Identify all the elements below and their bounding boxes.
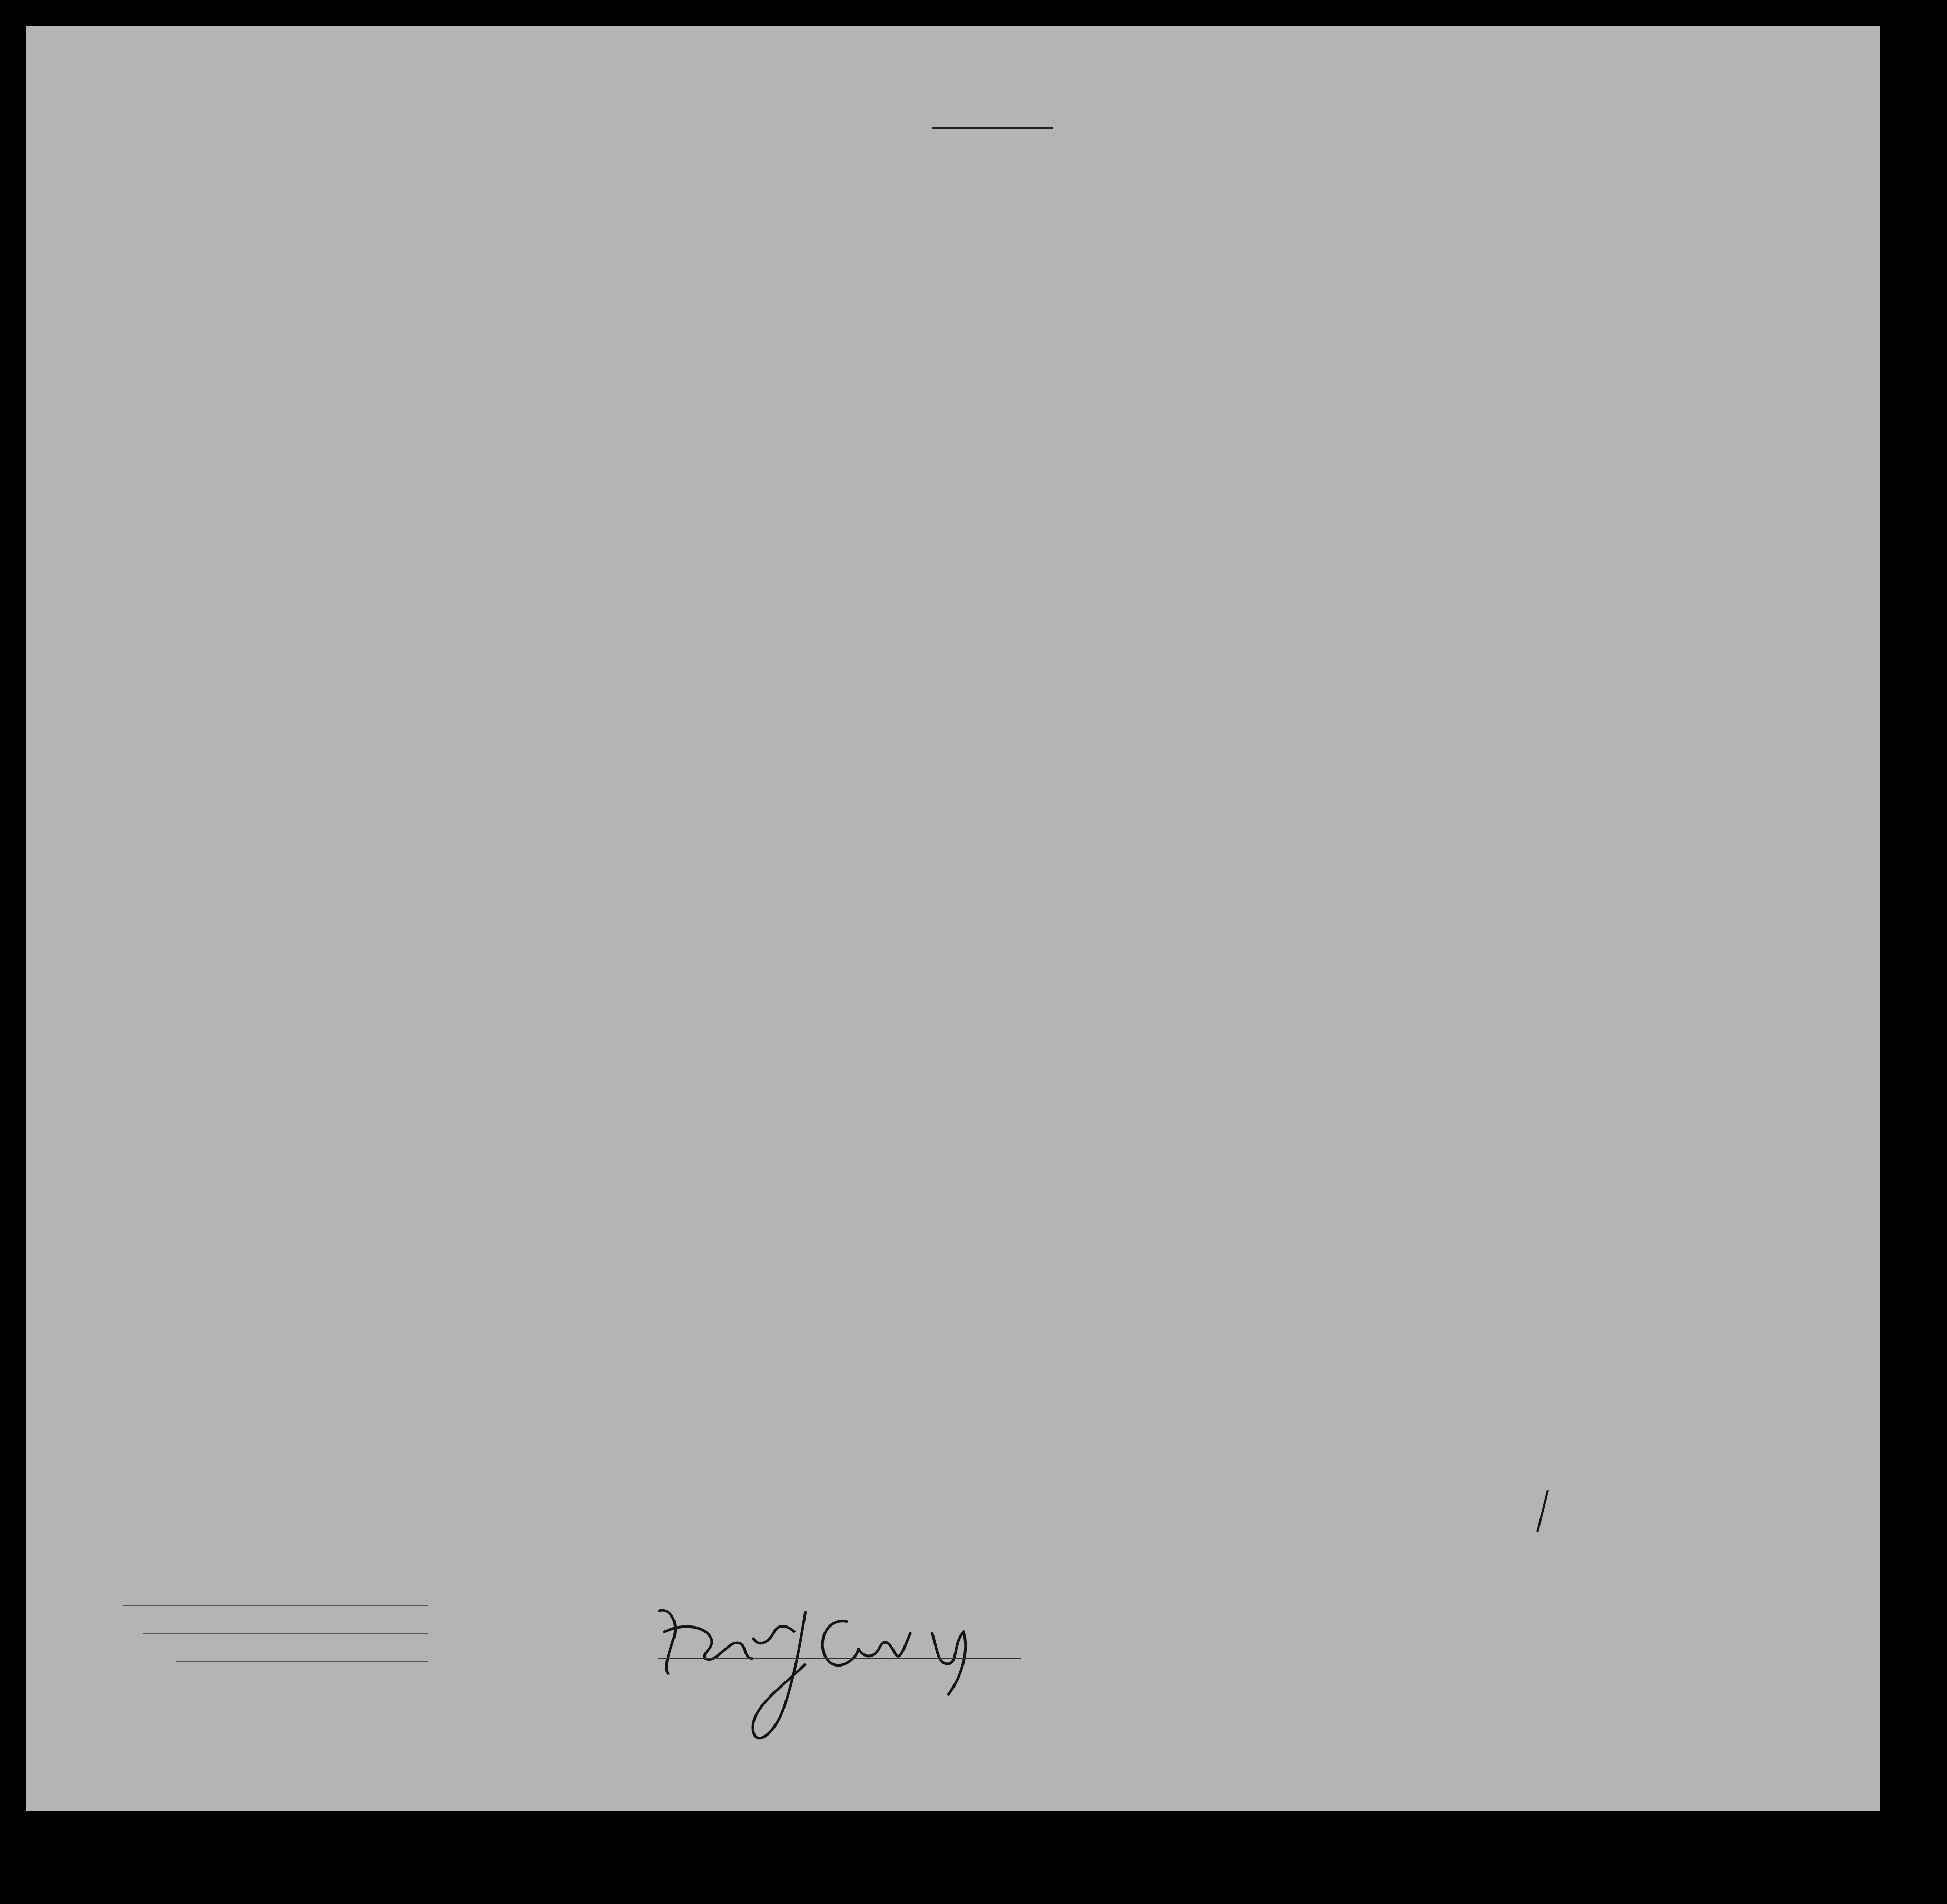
local-agents-rule (176, 1661, 428, 1662)
total-check-mark (1537, 1490, 1548, 1532)
manifest-sheet (26, 26, 1880, 1811)
signature-drawing (658, 1610, 966, 1738)
signature-line (658, 1658, 1021, 1659)
line-rule (123, 1605, 428, 1606)
owners-rule (143, 1633, 428, 1634)
form-grid (26, 26, 1880, 1811)
